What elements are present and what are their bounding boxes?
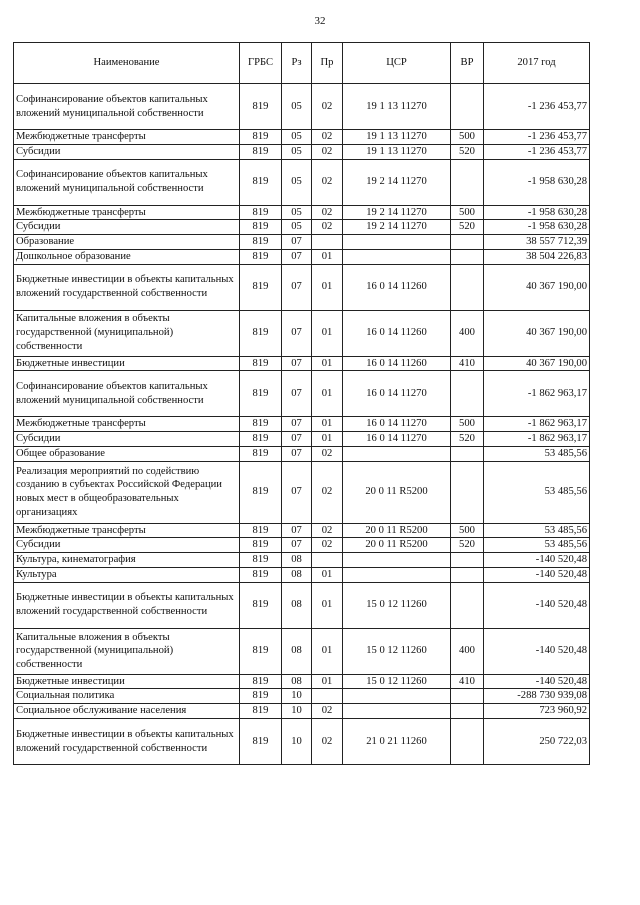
cell-name: Межбюджетные трансферты [14, 417, 240, 432]
cell-grbs: 819 [240, 538, 282, 553]
cell-sum: -140 520,48 [484, 628, 590, 674]
cell-vr: 410 [451, 356, 484, 371]
cell-pr: 02 [312, 719, 343, 765]
cell-pr: 01 [312, 674, 343, 689]
cell-csr: 20 0 11 R5200 [343, 538, 451, 553]
cell-grbs: 819 [240, 310, 282, 356]
cell-name: Социальная политика [14, 689, 240, 704]
cell-pr: 02 [312, 159, 343, 205]
cell-name: Софинансирование объектов капитальных вложений муниципальной собственности [14, 84, 240, 130]
cell-vr: 500 [451, 130, 484, 145]
table-row [14, 84, 590, 130]
cell-rz: 07 [282, 432, 312, 447]
cell-pr: 01 [312, 432, 343, 447]
cell-sum: 40 367 190,00 [484, 264, 590, 310]
cell-name: Межбюджетные трансферты [14, 130, 240, 145]
cell-sum: 38 504 226,83 [484, 249, 590, 264]
cell-pr: 02 [312, 84, 343, 130]
cell-csr: 16 0 14 11270 [343, 432, 451, 447]
cell-csr: 16 0 14 11260 [343, 356, 451, 371]
cell-csr: 16 0 14 11260 [343, 264, 451, 310]
table-row [14, 538, 590, 553]
table-row [14, 432, 590, 447]
cell-rz: 07 [282, 461, 312, 523]
cell-pr: 01 [312, 310, 343, 356]
cell-vr [451, 719, 484, 765]
cell-pr: 02 [312, 205, 343, 220]
cell-grbs: 819 [240, 719, 282, 765]
table-row [14, 130, 590, 145]
header-vr: ВР [451, 43, 484, 84]
cell-vr [451, 582, 484, 628]
cell-name: Общее образование [14, 446, 240, 461]
cell-name: Бюджетные инвестиции [14, 674, 240, 689]
cell-name: Субсидии [14, 144, 240, 159]
cell-grbs: 819 [240, 704, 282, 719]
cell-grbs: 819 [240, 523, 282, 538]
cell-csr: 16 0 14 11270 [343, 417, 451, 432]
cell-vr [451, 159, 484, 205]
table-row [14, 719, 590, 765]
cell-name: Дошкольное образование [14, 249, 240, 264]
cell-grbs: 819 [240, 417, 282, 432]
cell-rz: 05 [282, 130, 312, 145]
table-row [14, 567, 590, 582]
table-row [14, 674, 590, 689]
header-grbs: ГРБС [240, 43, 282, 84]
cell-vr [451, 249, 484, 264]
cell-vr: 520 [451, 144, 484, 159]
cell-rz: 10 [282, 704, 312, 719]
cell-csr: 19 1 13 11270 [343, 144, 451, 159]
cell-rz: 05 [282, 144, 312, 159]
cell-name: Культура, кинематография [14, 553, 240, 568]
cell-csr: 20 0 11 R5200 [343, 461, 451, 523]
cell-grbs: 819 [240, 356, 282, 371]
cell-pr: 01 [312, 249, 343, 264]
cell-sum: -140 520,48 [484, 582, 590, 628]
cell-csr: 15 0 12 11260 [343, 628, 451, 674]
cell-vr [451, 553, 484, 568]
cell-name: Субсидии [14, 538, 240, 553]
cell-pr: 01 [312, 371, 343, 417]
cell-grbs: 819 [240, 130, 282, 145]
budget-table [13, 42, 590, 765]
cell-rz: 08 [282, 553, 312, 568]
cell-vr [451, 704, 484, 719]
cell-grbs: 819 [240, 249, 282, 264]
table-row [14, 249, 590, 264]
table-row [14, 159, 590, 205]
cell-sum: -1 958 630,28 [484, 220, 590, 235]
cell-grbs: 819 [240, 567, 282, 582]
cell-csr: 15 0 12 11260 [343, 582, 451, 628]
cell-csr: 19 2 14 11270 [343, 159, 451, 205]
cell-pr: 02 [312, 144, 343, 159]
cell-csr [343, 689, 451, 704]
cell-rz: 07 [282, 356, 312, 371]
table-row [14, 371, 590, 417]
cell-sum: 723 960,92 [484, 704, 590, 719]
cell-csr: 19 1 13 11270 [343, 130, 451, 145]
cell-csr [343, 553, 451, 568]
cell-name: Бюджетные инвестиции в объекты капитальных вложений государственной собственности [14, 719, 240, 765]
cell-sum: 250 722,03 [484, 719, 590, 765]
table-row [14, 523, 590, 538]
cell-pr: 02 [312, 538, 343, 553]
cell-sum: 40 367 190,00 [484, 310, 590, 356]
cell-name: Софинансирование объектов капитальных вложений муниципальной собственности [14, 159, 240, 205]
cell-csr: 19 2 14 11270 [343, 205, 451, 220]
cell-pr: 01 [312, 417, 343, 432]
cell-grbs: 819 [240, 159, 282, 205]
table-row [14, 461, 590, 523]
cell-vr: 400 [451, 628, 484, 674]
cell-vr [451, 84, 484, 130]
cell-pr: 02 [312, 446, 343, 461]
cell-sum: -1 862 963,17 [484, 432, 590, 447]
header-pr: Пр [312, 43, 343, 84]
cell-csr [343, 567, 451, 582]
cell-name: Капитальные вложения в объекты государственной (муниципальной) собственности [14, 310, 240, 356]
table-row [14, 235, 590, 250]
cell-csr: 16 0 14 11270 [343, 371, 451, 417]
header-csr: ЦСР [343, 43, 451, 84]
cell-name: Социальное обслуживание населения [14, 704, 240, 719]
table-row [14, 582, 590, 628]
cell-pr: 02 [312, 704, 343, 719]
cell-name: Межбюджетные трансферты [14, 523, 240, 538]
cell-pr [312, 235, 343, 250]
cell-grbs: 819 [240, 84, 282, 130]
cell-name: Межбюджетные трансферты [14, 205, 240, 220]
cell-sum: -140 520,48 [484, 674, 590, 689]
table-row [14, 417, 590, 432]
cell-csr: 21 0 21 11260 [343, 719, 451, 765]
cell-csr [343, 235, 451, 250]
cell-pr: 02 [312, 130, 343, 145]
cell-vr: 520 [451, 220, 484, 235]
cell-rz: 07 [282, 446, 312, 461]
cell-vr [451, 461, 484, 523]
cell-sum: -288 730 939,08 [484, 689, 590, 704]
cell-rz: 07 [282, 264, 312, 310]
cell-name: Бюджетные инвестиции [14, 356, 240, 371]
cell-vr: 500 [451, 205, 484, 220]
cell-vr [451, 371, 484, 417]
cell-csr: 19 2 14 11270 [343, 220, 451, 235]
cell-csr [343, 704, 451, 719]
cell-vr: 500 [451, 523, 484, 538]
cell-rz: 10 [282, 689, 312, 704]
cell-rz: 07 [282, 249, 312, 264]
cell-rz: 08 [282, 567, 312, 582]
cell-grbs: 819 [240, 628, 282, 674]
cell-name: Культура [14, 567, 240, 582]
cell-grbs: 819 [240, 220, 282, 235]
cell-vr [451, 689, 484, 704]
cell-grbs: 819 [240, 264, 282, 310]
cell-rz: 05 [282, 159, 312, 205]
table-row [14, 628, 590, 674]
header-year: 2017 год [484, 43, 590, 84]
cell-rz: 08 [282, 628, 312, 674]
cell-rz: 07 [282, 371, 312, 417]
table-row [14, 356, 590, 371]
table-row [14, 310, 590, 356]
cell-grbs: 819 [240, 446, 282, 461]
cell-name: Капитальные вложения в объекты государственной (муниципальной) собственности [14, 628, 240, 674]
cell-grbs: 819 [240, 689, 282, 704]
cell-name: Субсидии [14, 432, 240, 447]
cell-sum: 40 367 190,00 [484, 356, 590, 371]
cell-sum: -1 236 453,77 [484, 84, 590, 130]
cell-rz: 07 [282, 235, 312, 250]
table-row [14, 704, 590, 719]
cell-name: Бюджетные инвестиции в объекты капитальных вложений государственной собственности [14, 264, 240, 310]
cell-pr: 01 [312, 628, 343, 674]
cell-sum: -140 520,48 [484, 567, 590, 582]
cell-rz: 05 [282, 84, 312, 130]
cell-sum: -1 236 453,77 [484, 144, 590, 159]
cell-vr [451, 235, 484, 250]
cell-name: Образование [14, 235, 240, 250]
cell-rz: 10 [282, 719, 312, 765]
table-row [14, 220, 590, 235]
cell-sum: 53 485,56 [484, 446, 590, 461]
cell-pr: 02 [312, 523, 343, 538]
table-row [14, 446, 590, 461]
cell-vr [451, 567, 484, 582]
cell-pr: 02 [312, 461, 343, 523]
cell-csr [343, 446, 451, 461]
cell-sum: -1 958 630,28 [484, 159, 590, 205]
header-name: Наименование [14, 43, 240, 84]
cell-vr: 400 [451, 310, 484, 356]
cell-name: Софинансирование объектов капитальных вложений муниципальной собственности [14, 371, 240, 417]
cell-pr: 01 [312, 356, 343, 371]
cell-rz: 07 [282, 417, 312, 432]
table-row [14, 264, 590, 310]
page-number: 32 [314, 15, 326, 27]
cell-sum: -1 236 453,77 [484, 130, 590, 145]
cell-rz: 05 [282, 205, 312, 220]
cell-sum: -140 520,48 [484, 553, 590, 568]
cell-sum: -1 862 963,17 [484, 371, 590, 417]
cell-grbs: 819 [240, 582, 282, 628]
cell-pr: 01 [312, 582, 343, 628]
cell-pr [312, 553, 343, 568]
table-header-row [14, 43, 590, 84]
cell-rz: 08 [282, 674, 312, 689]
cell-rz: 08 [282, 582, 312, 628]
cell-name: Реализация мероприятий по содействию созданию в субъектах Российской Федерации новых мест в общеобразовательных организациях [14, 461, 240, 523]
table-row [14, 553, 590, 568]
cell-csr: 15 0 12 11260 [343, 674, 451, 689]
cell-vr [451, 264, 484, 310]
cell-name: Субсидии [14, 220, 240, 235]
cell-vr [451, 446, 484, 461]
cell-sum: 53 485,56 [484, 523, 590, 538]
cell-grbs: 819 [240, 205, 282, 220]
cell-rz: 07 [282, 538, 312, 553]
cell-csr [343, 249, 451, 264]
cell-sum: -1 862 963,17 [484, 417, 590, 432]
cell-sum: -1 958 630,28 [484, 205, 590, 220]
table-row [14, 205, 590, 220]
cell-grbs: 819 [240, 553, 282, 568]
cell-grbs: 819 [240, 144, 282, 159]
cell-pr [312, 689, 343, 704]
cell-pr: 01 [312, 264, 343, 310]
cell-vr: 500 [451, 417, 484, 432]
cell-vr: 520 [451, 538, 484, 553]
cell-grbs: 819 [240, 235, 282, 250]
cell-grbs: 819 [240, 371, 282, 417]
cell-name: Бюджетные инвестиции в объекты капитальных вложений государственной собственности [14, 582, 240, 628]
table-row [14, 689, 590, 704]
cell-pr: 02 [312, 220, 343, 235]
cell-rz: 07 [282, 523, 312, 538]
cell-rz: 07 [282, 310, 312, 356]
cell-rz: 05 [282, 220, 312, 235]
cell-csr: 20 0 11 R5200 [343, 523, 451, 538]
cell-grbs: 819 [240, 674, 282, 689]
header-rz: Рз [282, 43, 312, 84]
table-row [14, 144, 590, 159]
cell-grbs: 819 [240, 461, 282, 523]
cell-csr: 16 0 14 11260 [343, 310, 451, 356]
cell-vr: 520 [451, 432, 484, 447]
cell-csr: 19 1 13 11270 [343, 84, 451, 130]
cell-pr: 01 [312, 567, 343, 582]
cell-sum: 38 557 712,39 [484, 235, 590, 250]
cell-grbs: 819 [240, 432, 282, 447]
cell-sum: 53 485,56 [484, 538, 590, 553]
cell-vr: 410 [451, 674, 484, 689]
cell-sum: 53 485,56 [484, 461, 590, 523]
